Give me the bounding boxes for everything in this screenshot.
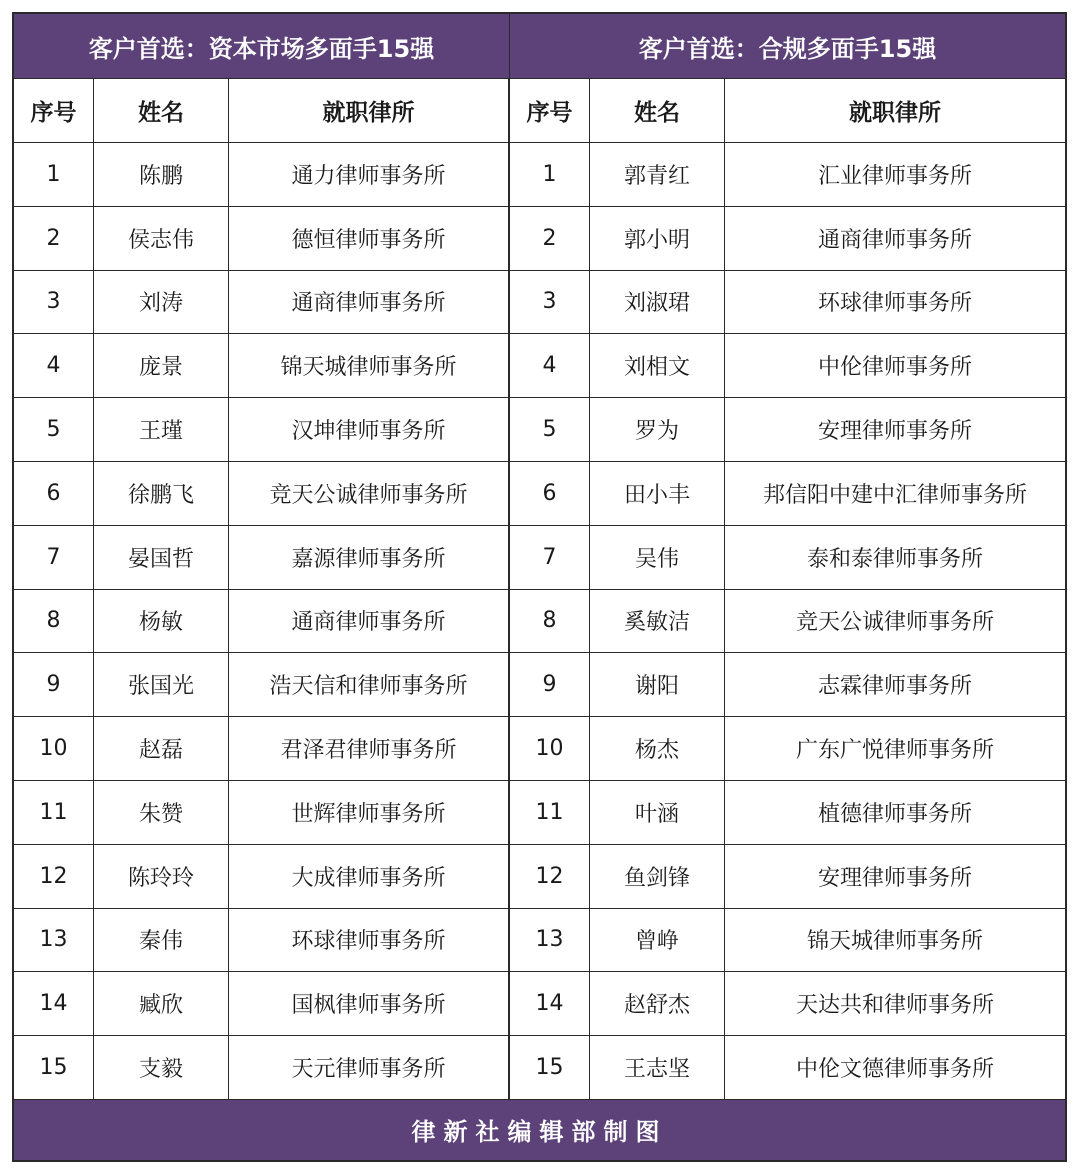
left-row-law-firm: 嘉源律师事务所 bbox=[229, 526, 510, 590]
right-row-law-firm: 汇业律师事务所 bbox=[725, 143, 1065, 207]
right-row-lawyer-name: 郭小明 bbox=[590, 207, 725, 271]
right-row-law-firm: 锦天城律师事务所 bbox=[725, 909, 1065, 973]
left-row-lawyer-name: 杨敏 bbox=[94, 590, 229, 654]
right-header-number: 序号 bbox=[510, 79, 590, 143]
left-row-lawyer-name: 臧欣 bbox=[94, 972, 229, 1036]
right-table-title: 客户首选：合规多面手15强 bbox=[510, 14, 1065, 79]
left-row-law-firm: 锦天城律师事务所 bbox=[229, 334, 510, 398]
right-row-law-firm: 竞天公诚律师事务所 bbox=[725, 590, 1065, 654]
left-header-name: 姓名 bbox=[94, 79, 229, 143]
left-row-lawyer-name: 王瑾 bbox=[94, 398, 229, 462]
right-row-law-firm: 安理律师事务所 bbox=[725, 845, 1065, 909]
left-row-lawyer-name: 刘涛 bbox=[94, 271, 229, 335]
left-row-lawyer-name: 徐鹏飞 bbox=[94, 462, 229, 526]
right-row-number: 14 bbox=[510, 972, 590, 1036]
left-row-number: 12 bbox=[14, 845, 94, 909]
right-row-law-firm: 植德律师事务所 bbox=[725, 781, 1065, 845]
left-row-number: 9 bbox=[14, 653, 94, 717]
left-row-lawyer-name: 朱赞 bbox=[94, 781, 229, 845]
right-row-number: 2 bbox=[510, 207, 590, 271]
right-row-law-firm: 安理律师事务所 bbox=[725, 398, 1065, 462]
left-row-law-firm: 汉坤律师事务所 bbox=[229, 398, 510, 462]
left-row-lawyer-name: 庞景 bbox=[94, 334, 229, 398]
right-header-firm: 就职律所 bbox=[725, 79, 1065, 143]
right-row-number: 13 bbox=[510, 909, 590, 973]
right-row-lawyer-name: 鱼剑锋 bbox=[590, 845, 725, 909]
right-row-lawyer-name: 罗为 bbox=[590, 398, 725, 462]
right-row-law-firm: 通商律师事务所 bbox=[725, 207, 1065, 271]
left-row-law-firm: 德恒律师事务所 bbox=[229, 207, 510, 271]
left-row-law-firm: 世辉律师事务所 bbox=[229, 781, 510, 845]
left-row-number: 7 bbox=[14, 526, 94, 590]
right-row-law-firm: 广东广悦律师事务所 bbox=[725, 717, 1065, 781]
left-row-lawyer-name: 赵磊 bbox=[94, 717, 229, 781]
left-row-law-firm: 浩天信和律师事务所 bbox=[229, 653, 510, 717]
right-row-number: 12 bbox=[510, 845, 590, 909]
left-row-lawyer-name: 陈玲玲 bbox=[94, 845, 229, 909]
left-row-law-firm: 大成律师事务所 bbox=[229, 845, 510, 909]
left-row-law-firm: 通力律师事务所 bbox=[229, 143, 510, 207]
left-row-number: 1 bbox=[14, 143, 94, 207]
left-row-lawyer-name: 陈鹏 bbox=[94, 143, 229, 207]
left-table-title: 客户首选：资本市场多面手15强 bbox=[14, 14, 510, 79]
right-row-lawyer-name: 刘淑珺 bbox=[590, 271, 725, 335]
left-row-number: 8 bbox=[14, 590, 94, 654]
left-row-law-firm: 竞天公诚律师事务所 bbox=[229, 462, 510, 526]
right-row-number: 8 bbox=[510, 590, 590, 654]
left-row-law-firm: 君泽君律师事务所 bbox=[229, 717, 510, 781]
left-header-firm: 就职律所 bbox=[229, 79, 510, 143]
right-row-law-firm: 天达共和律师事务所 bbox=[725, 972, 1065, 1036]
right-row-lawyer-name: 刘相文 bbox=[590, 334, 725, 398]
right-row-law-firm: 中伦文德律师事务所 bbox=[725, 1036, 1065, 1100]
left-row-lawyer-name: 秦伟 bbox=[94, 909, 229, 973]
left-row-number: 5 bbox=[14, 398, 94, 462]
left-row-lawyer-name: 支毅 bbox=[94, 1036, 229, 1100]
left-row-number: 3 bbox=[14, 271, 94, 335]
right-row-number: 10 bbox=[510, 717, 590, 781]
left-row-lawyer-name: 侯志伟 bbox=[94, 207, 229, 271]
left-row-number: 2 bbox=[14, 207, 94, 271]
right-row-number: 7 bbox=[510, 526, 590, 590]
left-row-number: 6 bbox=[14, 462, 94, 526]
right-header-name: 姓名 bbox=[590, 79, 725, 143]
right-row-number: 11 bbox=[510, 781, 590, 845]
right-row-lawyer-name: 郭青红 bbox=[590, 143, 725, 207]
left-row-number: 10 bbox=[14, 717, 94, 781]
left-row-number: 15 bbox=[14, 1036, 94, 1100]
footer-credit: 律新社编辑部制图 bbox=[14, 1100, 1065, 1160]
right-row-law-firm: 邦信阳中建中汇律师事务所 bbox=[725, 462, 1065, 526]
right-row-lawyer-name: 田小丰 bbox=[590, 462, 725, 526]
left-row-lawyer-name: 晏国哲 bbox=[94, 526, 229, 590]
left-row-number: 11 bbox=[14, 781, 94, 845]
left-row-law-firm: 天元律师事务所 bbox=[229, 1036, 510, 1100]
right-row-number: 3 bbox=[510, 271, 590, 335]
right-row-lawyer-name: 吴伟 bbox=[590, 526, 725, 590]
left-row-number: 14 bbox=[14, 972, 94, 1036]
right-row-number: 6 bbox=[510, 462, 590, 526]
left-row-number: 13 bbox=[14, 909, 94, 973]
left-row-lawyer-name: 张国光 bbox=[94, 653, 229, 717]
right-row-law-firm: 中伦律师事务所 bbox=[725, 334, 1065, 398]
right-row-lawyer-name: 叶涵 bbox=[590, 781, 725, 845]
right-row-lawyer-name: 赵舒杰 bbox=[590, 972, 725, 1036]
left-row-law-firm: 通商律师事务所 bbox=[229, 590, 510, 654]
right-row-number: 5 bbox=[510, 398, 590, 462]
ranking-table bbox=[12, 12, 1067, 1162]
right-row-number: 4 bbox=[510, 334, 590, 398]
left-row-law-firm: 国枫律师事务所 bbox=[229, 972, 510, 1036]
left-row-law-firm: 通商律师事务所 bbox=[229, 271, 510, 335]
right-row-lawyer-name: 杨杰 bbox=[590, 717, 725, 781]
right-row-lawyer-name: 王志坚 bbox=[590, 1036, 725, 1100]
right-row-lawyer-name: 曾峥 bbox=[590, 909, 725, 973]
left-row-number: 4 bbox=[14, 334, 94, 398]
right-row-lawyer-name: 谢阳 bbox=[590, 653, 725, 717]
right-row-number: 1 bbox=[510, 143, 590, 207]
right-row-number: 9 bbox=[510, 653, 590, 717]
right-row-number: 15 bbox=[510, 1036, 590, 1100]
right-row-law-firm: 泰和泰律师事务所 bbox=[725, 526, 1065, 590]
right-row-law-firm: 志霖律师事务所 bbox=[725, 653, 1065, 717]
left-header-number: 序号 bbox=[14, 79, 94, 143]
right-row-law-firm: 环球律师事务所 bbox=[725, 271, 1065, 335]
right-row-lawyer-name: 奚敏洁 bbox=[590, 590, 725, 654]
left-row-law-firm: 环球律师事务所 bbox=[229, 909, 510, 973]
